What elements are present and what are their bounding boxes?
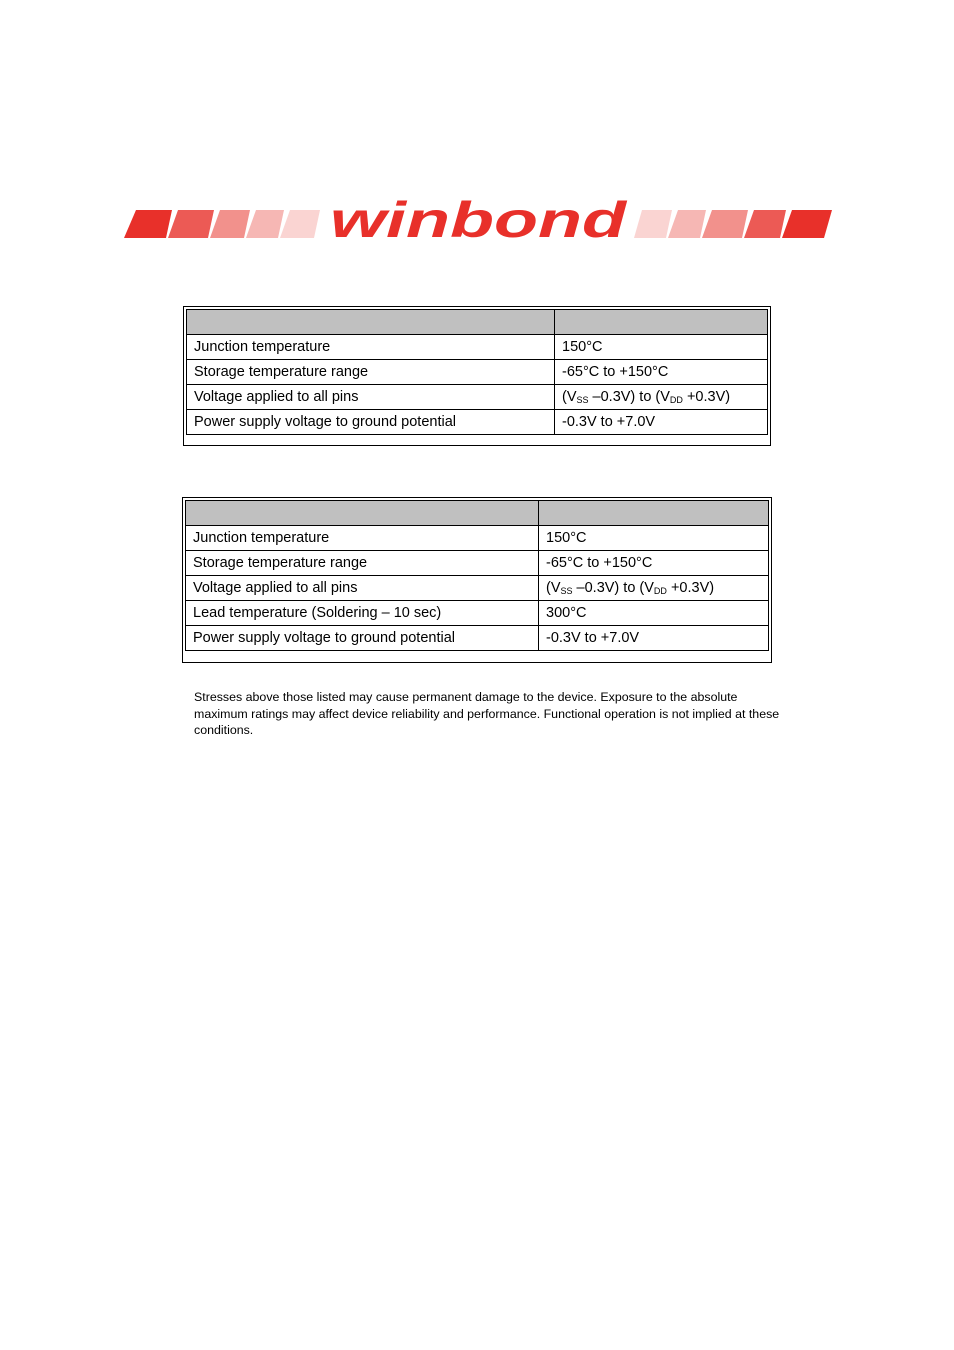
parameter-cell: Lead temperature (Soldering – 10 sec) xyxy=(186,601,539,626)
parameter-header xyxy=(186,501,539,526)
parameter-cell: Power supply voltage to ground potential xyxy=(186,626,539,651)
table-header-row xyxy=(187,310,768,335)
rating-cell: -0.3V to +7.0V xyxy=(539,626,769,651)
table-row xyxy=(187,335,768,360)
table-row xyxy=(186,551,769,576)
stress-note: Stresses above those listed may cause permanent damage to the device. Exposure to the absolute maximum ratings may affect device reliability and performance. Functional operation is not implied at these conditions. xyxy=(194,690,780,737)
rating-cell: 150°C xyxy=(555,335,768,360)
parameter-cell: Voltage applied to all pins xyxy=(186,576,539,601)
rating-header xyxy=(539,501,769,526)
logo-stripe xyxy=(124,210,172,238)
logo-stripe xyxy=(280,210,320,238)
rating-cell: -0.3V to +7.0V xyxy=(555,410,768,435)
table-row xyxy=(186,601,769,626)
table-header-row xyxy=(186,501,769,526)
absolute-ratings-table-1 xyxy=(183,306,771,446)
parameter-cell: Power supply voltage to ground potential xyxy=(187,410,555,435)
logo-stripe xyxy=(634,210,672,238)
logo-stripe xyxy=(782,210,832,238)
logo-stripe xyxy=(744,210,786,238)
parameter-cell: Storage temperature range xyxy=(187,360,555,385)
table-row xyxy=(187,410,768,435)
rating-header xyxy=(555,310,768,335)
rating-cell: -65°C to +150°C xyxy=(555,360,768,385)
logo-stripe xyxy=(668,210,706,238)
rating-cell: ($V_{SS}$ –0.3V) to $(V_{DD} +0.3V)$ xyxy=(539,576,769,601)
rating-cell: 150°C xyxy=(539,526,769,551)
parameter-cell: Junction temperature xyxy=(187,335,555,360)
parameter-cell: Voltage applied to all pins xyxy=(187,385,555,410)
table-row xyxy=(187,360,768,385)
rating-cell: -65°C to +150°C xyxy=(539,551,769,576)
table-row xyxy=(186,626,769,651)
rating-cell: ($V_{SS}$ –0.3V) to $(V_{DD} +0.3V)$ xyxy=(555,385,768,410)
parameter-header xyxy=(187,310,555,335)
table-row xyxy=(186,576,769,601)
table-row xyxy=(186,526,769,551)
absolute-ratings-table-2 xyxy=(182,497,772,663)
table-row xyxy=(187,385,768,410)
logo-stripe xyxy=(210,210,250,238)
logo-stripe xyxy=(246,210,284,238)
logo-wordmark: winbond xyxy=(330,198,629,242)
logo-stripe xyxy=(702,210,748,238)
parameter-cell: Junction temperature xyxy=(186,526,539,551)
parameter-cell: Storage temperature range xyxy=(186,551,539,576)
winbond-logo xyxy=(124,198,832,242)
logo-stripe xyxy=(168,210,214,238)
rating-cell: 300°C xyxy=(539,601,769,626)
